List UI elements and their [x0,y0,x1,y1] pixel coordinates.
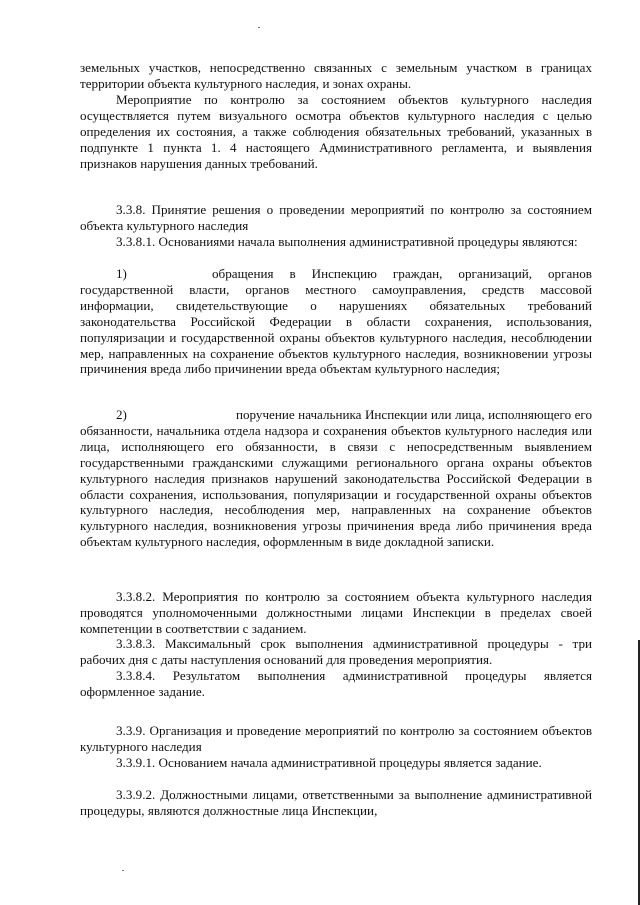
paragraph-3-3-9-1: 3.3.9.1. Основанием начала административной процедуры является задание. [116,755,542,770]
list-number: 1) [116,266,127,281]
scan-speck [122,870,124,871]
list-item-1 [80,266,592,377]
paragraph-3-3-8-4: 3.3.8.4. Результатом выполнения административной процедуры является оформленное задание. [80,668,592,699]
list-item-text: поручение начальника Инспекции или лица, исполняющего его обязанности, начальника отдела надзора и сохранения объектов культурного наследия или лица, исполняющего его обязанности, в связи с непосредственным выявлением государственными гражданскими служащими регионального органа охраны объектов культурного наследия признаков нарушений законодательства Российской Федерации в области сохранения, использования, популяризации и государственной охраны объектов культурного наследия, несоблюдения мер, направленных на сохранение объектов культурного наследия, возникновения угрозы причинения вреда либо причинения вреда объектам культурного наследия, оформленным в виде докладной записки. [80,407,592,550]
paragraph-3-3-8-2: 3.3.8.2. Мероприятия по контролю за состоянием объекта культурного наследия проводятся уполномоченными должностными лицами Инспекции в пределах своей компетенции в соответствии с заданием. [80,589,592,636]
section-heading-3-3-8: 3.3.8. Принятие решения о проведении мероприятий по контролю за состоянием объекта культурного наследия [80,202,592,233]
paragraph-continuation: земельных участков, непосредственно связанных с земельным участком в границах территории объекта культурного наследия, и зонах охраны. [80,60,592,91]
list-number: 2) [116,407,127,422]
list-item-2 [80,407,592,550]
paragraph-3-3-8-1: 3.3.8.1. Основаниями начала выполнения административной процедуры являются: [116,234,578,249]
paragraph-monitoring-description: Мероприятие по контролю за состоянием объектов культурного наследия осуществляется путем визуального осмотра объектов культурного наследия с целью определения их состояния, а также соблюдения обязательных требований, указанных в подпункте 1 пункта 1. 4 настоящего Административного регламента, и выявления признаков нарушения данных требований. [80,92,592,171]
paragraph-3-3-9-2: 3.3.9.2. Должностными лицами, ответственными за выполнение административной процедуры, являются должностные лица Инспекции, [80,787,592,818]
list-item-text: обращения в Инспекцию граждан, организаций, органов государственной власти, органов местного самоуправления, средств массовой информации, свидетельствующие о нарушениях обязательных требований законодательства Российской Федерации в области сохранения, использования, популяризации и государственной охраны объектов культурного наследия, несоблюдении мер, направленных на сохранение объектов культурного наследия, возникновении угрозы причинения вреда либо причинении вреда объектам культурного наследия; [80,266,592,377]
paragraph-3-3-8-3: 3.3.8.3. Максимальный срок выполнения административной процедуры - три рабочих дня с даты наступления оснований для проведения мероприятия. [80,636,592,667]
scan-speck [258,27,260,28]
section-heading-3-3-9: 3.3.9. Организация и проведение мероприятий по контролю за состоянием объектов культурного наследия [80,723,592,754]
